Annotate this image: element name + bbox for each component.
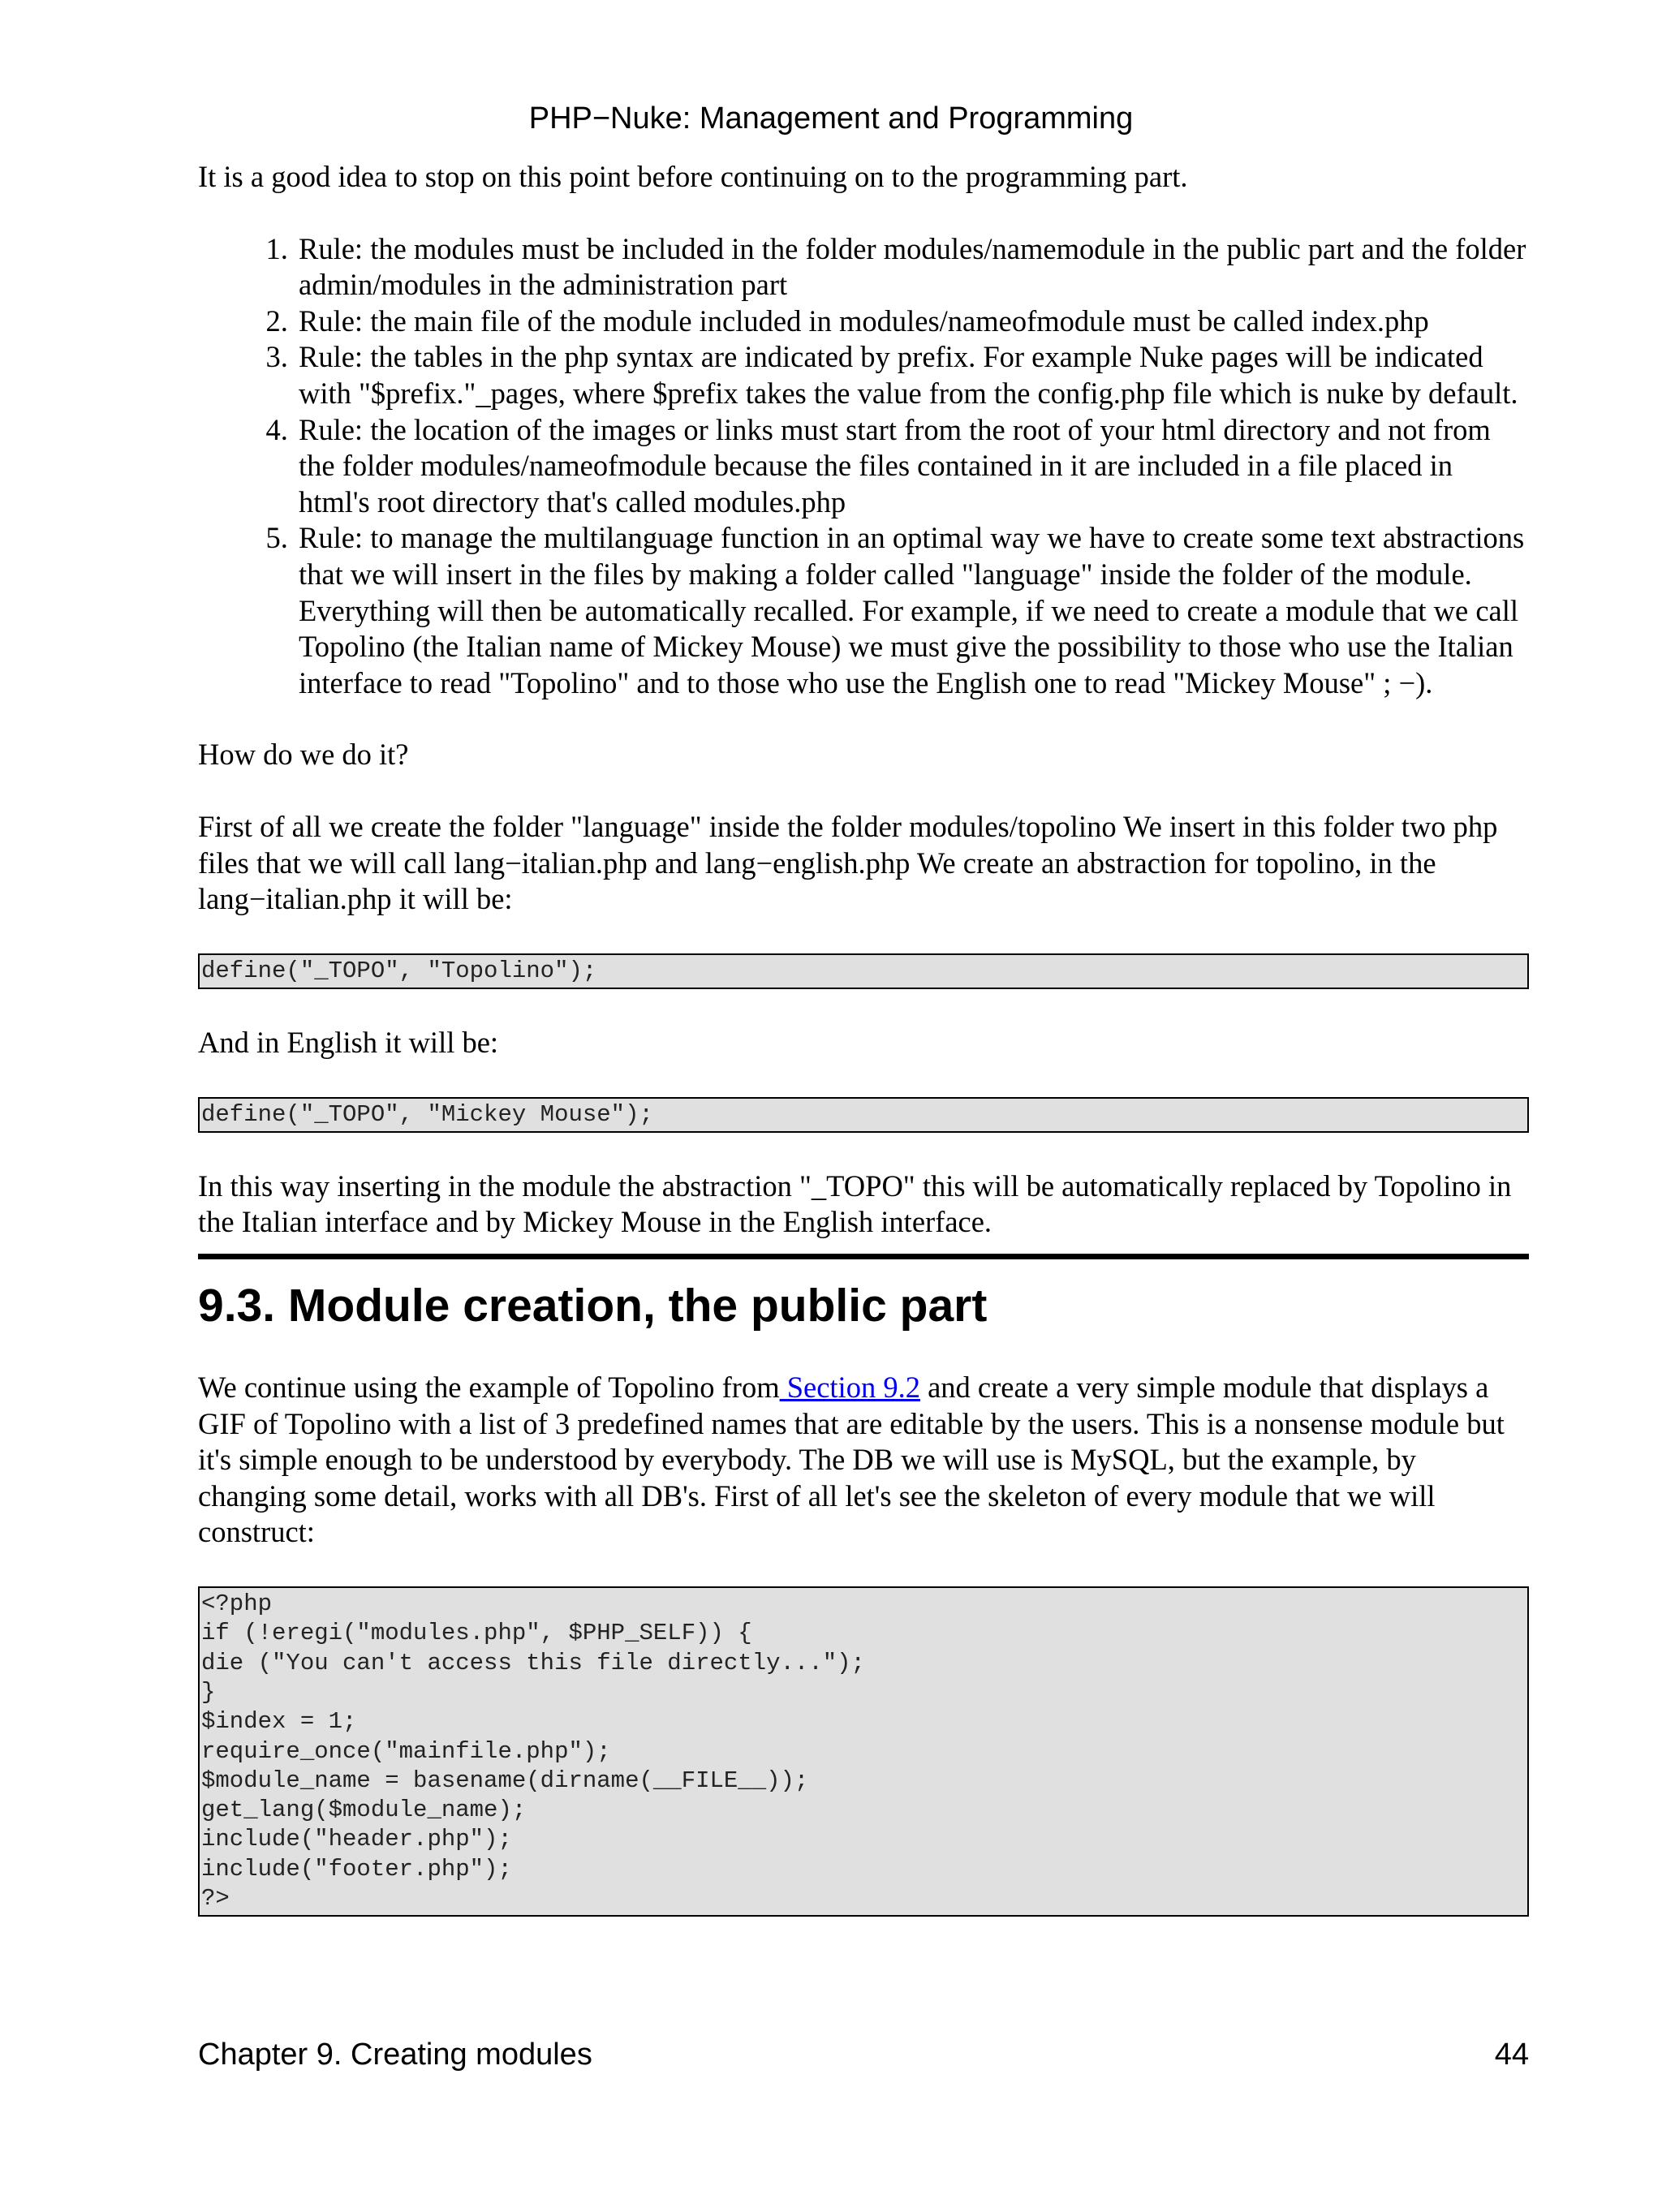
code-block-english: define("_TOPO", "Mickey Mouse");	[198, 1097, 1529, 1133]
footer-chapter-title: Chapter 9. Creating modules	[198, 2038, 592, 2072]
section-intro-text: We continue using the example of Topolino from	[198, 1371, 780, 1405]
replacement-paragraph: In this way inserting in the module the abstraction "_TOPO" this will be automatically replaced by Topolino in the Italian interface and by Mickey Mouse in the English interface.	[198, 1168, 1512, 1239]
page-header: PHP−Nuke: Management and Programming	[528, 101, 1134, 136]
main-content	[198, 159, 1529, 1952]
section-divider	[198, 1254, 1529, 1259]
list-item: 4. Rule: the location of the images or links must start from the root of your html directory and not from the folder modules/nameofmodule because the files contained in it are included in a file placed in html's root directory that's called modules.php	[295, 412, 1529, 521]
language-folder-paragraph: First of all we create the folder "language" inside the folder modules/topolino We insert in this folder two php files that we will call lang−italian.php and lang−english.php We create an abstraction for topolino, in the lang−italian.php it will be:	[198, 809, 1498, 916]
list-item: 1. Rule: the modules must be included in the folder modules/namemodule in the public part and the folder admin/modules in the administration part	[295, 231, 1529, 303]
footer-page-number: 44	[1494, 2038, 1529, 2072]
english-intro-paragraph: And in English it will be:	[198, 1025, 499, 1059]
question-paragraph: How do we do it?	[198, 738, 409, 772]
section-9-2-link[interactable]: Section 9.2	[779, 1371, 920, 1405]
section-intro-text-continued: and create a very simple module that displays a GIF of Topolino with a list of 3 predefined names that are editable by the users. This is a nonsense module but it's simple enough to be understood by everybody. The DB we will use is MySQL, but the example, by changing some detail, works with all DB's. First of all let's see the skeleton of every module that we will construct:	[198, 1371, 1505, 1549]
list-item: 2. Rule: the main file of the module included in modules/nameofmodule must be called index.php	[295, 303, 1529, 340]
section-title: 9.3. Module creation, the public part	[198, 1280, 988, 1332]
list-item: 5. Rule: to manage the multilanguage function in an optimal way we have to create some text abstractions that we will insert in the files by making a folder called "language" inside the folder of the module. Everything will then be automatically recalled. For example, if we need to create a module that we call Topolino (the Italian name of Mickey Mouse) we must give the possibility to those who use the Italian interface to read "Topolino" and to those who use the English one to read "Mickey Mouse" ; −).	[295, 520, 1529, 701]
rules-list	[198, 231, 1529, 702]
intro-paragraph: It is a good idea to stop on this point before continuing on to the programming part.	[198, 160, 1188, 193]
section-intro-paragraph	[198, 1370, 1529, 1551]
list-item: 3. Rule: the tables in the php syntax are indicated by prefix. For example Nuke pages will be indicated with "$prefix."_pages, where $prefix takes the value from the config.php file which is nuke by default.	[295, 339, 1529, 411]
code-block-italian: define("_TOPO", "Topolino");	[198, 953, 1529, 989]
code-block-module-skeleton: <?php if (!eregi("modules.php", $PHP_SELF)) { die ("You can't access this file directly..."); } $index = 1; require_once("mainfile.php"); $module_name = basename(dirname(__FILE__)); get_lang($module_name); include("header.php"); include("footer.php"); ?>	[198, 1586, 1529, 1917]
